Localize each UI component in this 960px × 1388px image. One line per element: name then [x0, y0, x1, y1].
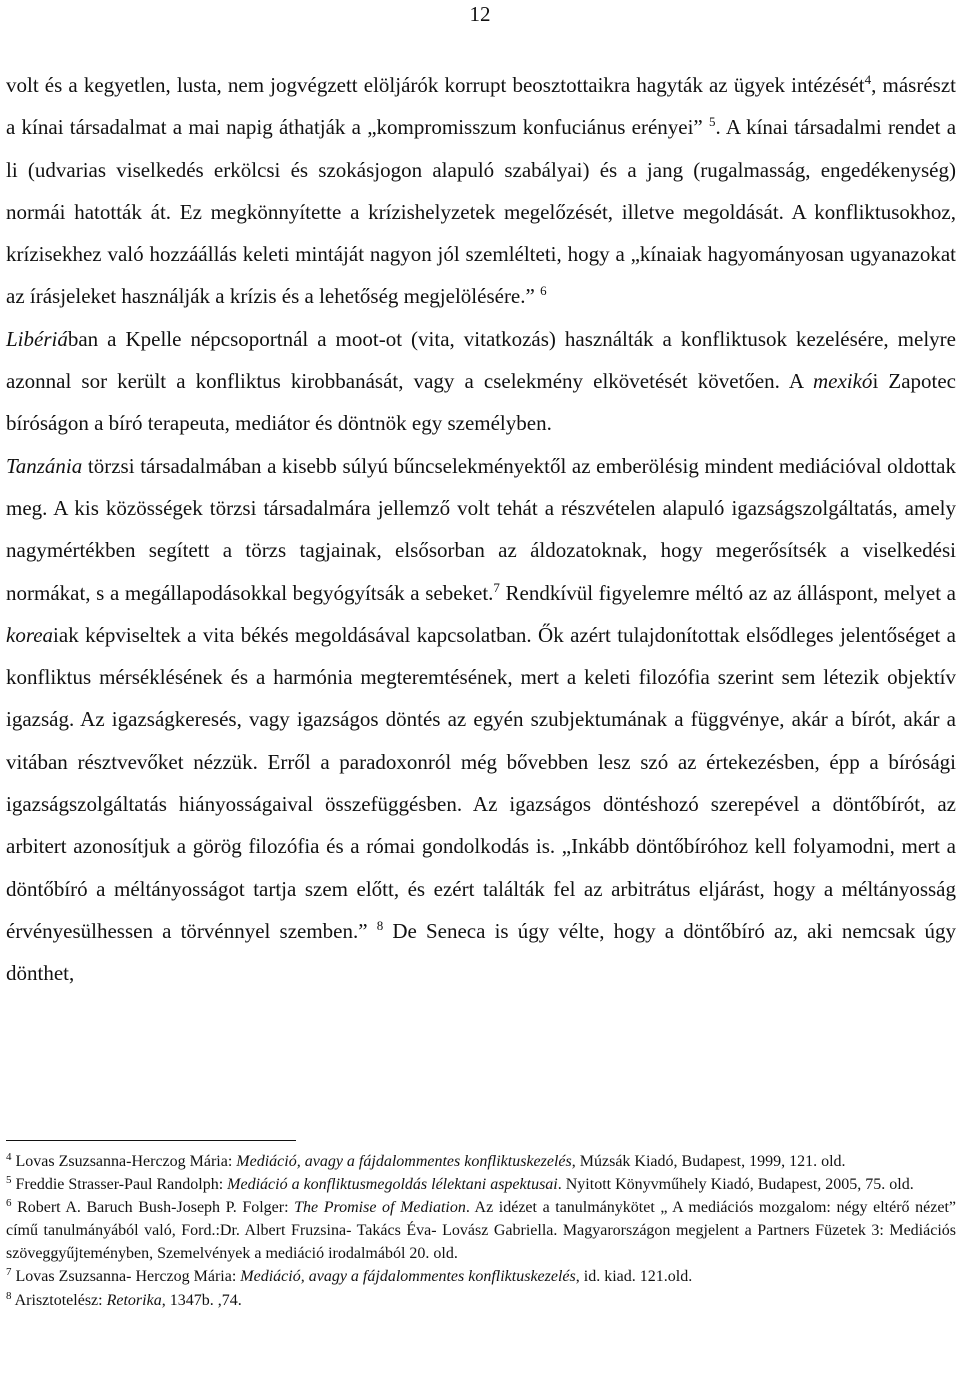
footnote-text: , Múzsák Kiadó, Budapest, 1999, 121. old. [571, 1153, 846, 1170]
body-text-run: , másrészt a kínai társadalmat a mai napig áthatják a „kompromisszum konfuciánus erényei” [6, 73, 956, 140]
footnote-ref-7: 7 [493, 579, 500, 595]
body-text-run: i Zapotec bíróságon a bíró terapeuta, mediátor és döntnök egy személyben. [6, 369, 956, 436]
footnote-title: Mediáció, avagy a fájdalommentes konfliktuskezelés [236, 1153, 572, 1170]
footnote-number: 6 [6, 1197, 12, 1210]
footnote-separator [6, 1140, 296, 1141]
footnote-text: . Nyitott Könyvműhely Kiadó, Budapest, 2005, 75. old. [557, 1176, 914, 1194]
footnotes-section [6, 1150, 956, 1312]
footnote-text: , 1347b. ,74. [161, 1291, 242, 1309]
body-text-run: törzsi társadalmában a kisebb súlyú bűncselekményektől az emberölésig mindent mediációval oldottak meg. A kis közösségek törzsi társadalmára jellemző volt tehát a részvételen alapuló igazságszolgáltatás, amely nagymértékben segített a törzs tagjainak, elsősorban az áldozatoknak, hogy megerősítsék a viselkedési normákat, s a megállapodásokkal begyógyítsák a sebeket. [6, 453, 956, 605]
italic-place-name: Tanzánia [6, 453, 83, 478]
footnote-text: , id. kiad. 121.old. [575, 1268, 693, 1286]
footnote-6 [6, 1196, 956, 1265]
footnote-5 [6, 1173, 956, 1196]
footnote-text: Lovas Zsuzsanna- Herczog Mária: [11, 1268, 241, 1286]
footnote-ref-5: 5 [709, 114, 716, 130]
italic-place-name: Libériá [6, 326, 68, 351]
footnote-number: 7 [6, 1266, 12, 1279]
footnote-text: Arisztotelész: [11, 1291, 107, 1309]
footnote-title: Retorika [106, 1291, 162, 1309]
body-text-run: . A kínai társadalmi rendet a li (udvarias viselkedés erkölcsi és szokásjogon alapuló szabályai) és a jang (rugalmasság, engedékenység) normái hatották át. Ez megkönnyítette a krízishelyzetek megelőzését, illetve megoldását. A konfliktusokhoz, krízisekhez való hozzáállás keleti mintáját nagyon jól szemlélteti, hogy a „kínaiak hagyományosan ugyanazokat az írásjeleket használják a krízis és a lehetőség megjelölésére.” [6, 115, 957, 309]
footnote-text: Lovas Zsuzsanna-Herczog Mária: [11, 1153, 237, 1170]
body-text-run: ban a Kpelle népcsoportnál a moot-ot (vita, vitatkozás) használták a konfliktusok kezelésére, melyre azonnal sor került a konfliktus kirobbanását, vagy a cselekmény elkövetését követően. A [6, 326, 956, 394]
footnote-ref-4: 4 [864, 72, 872, 88]
footnote-7 [6, 1265, 956, 1288]
page-number: 12 [469, 2, 491, 26]
body-text-run: iak képviseltek a vita békés megoldásával kapcsolatban. Ők azért tulajdonítottak elsődleges jelentőséget a konfliktus mérséklésének és a harmónia megteremtésének, mert a keleti filozófia szerint sem létezik objektív igazság. Az igazságkeresés, vagy igazságos döntés az egyén szubjektumának a függvénye, akár a bírót, akár a vitában résztvevőket nézzük. Erről a paradoxonról még bővebben lesz szó az értekezésben, épp a bírósági igazságszolgáltatás hiányosságaival összefüggésben. Az igazságos döntéshozó szerepével a döntőbírót, az arbitert azonosítjuk a görög filozófia és a római gondolkodás is. „Inkább döntőbíróhoz kell folyamodni, mert a döntőbíró a méltányosságot tartja szem előtt, és ezért találták fel az arbitrátus eljárást, hogy a méltányosság érvényesülhessen a törvénnyel szemben.” [6, 622, 956, 943]
body-paragraph [6, 64, 956, 995]
italic-place-name: mexikó [812, 369, 873, 394]
footnote-title: Mediáció, avagy a fájdalommentes konfliktuskezelés [240, 1268, 576, 1286]
footnote-4 [6, 1150, 956, 1173]
footnote-title: Mediáció a konfliktusmegoldás lélektani aspektusai [227, 1176, 558, 1194]
footnote-ref-6: 6 [540, 283, 547, 299]
footnote-title: The Promise of Mediation [294, 1199, 466, 1217]
footnote-text: Robert A. Baruch Bush-Joseph P. Folger: [11, 1199, 295, 1217]
footnote-8 [6, 1289, 956, 1312]
footnote-text: . Az idézet a tanulmánykötet „ A mediációs mozgalom: négy eltérő nézet” című tanulmányából való, Ford.:Dr. Albert Fruzsina- Takács Éva- Lovász Gabriella. Magyarországon megjelent a Partners Füzetek 3: Mediációs szöveggyűjteményben, Szemelvények a mediáció irodalmából 20. old. [6, 1199, 956, 1263]
footnote-text: Freddie Strasser-Paul Randolph: [11, 1176, 228, 1194]
italic-place-name: korea [6, 622, 54, 647]
footnote-number: 4 [6, 1150, 12, 1163]
body-text-run: Rendkívül figyelemre méltó az az álláspont, melyet a [499, 580, 956, 605]
footnote-ref-8: 8 [376, 918, 384, 934]
footnote-number: 5 [6, 1174, 12, 1187]
body-text-run: De Seneca is úgy vélte, hogy a döntőbíró az, aki nemcsak úgy dönthet, [6, 918, 956, 986]
footnote-number: 8 [6, 1289, 12, 1302]
body-text-run: volt és a kegyetlen, lusta, nem jogvégzett elöljárók korrupt beosztottaikra hagyták az ügyek intézését [6, 73, 865, 97]
